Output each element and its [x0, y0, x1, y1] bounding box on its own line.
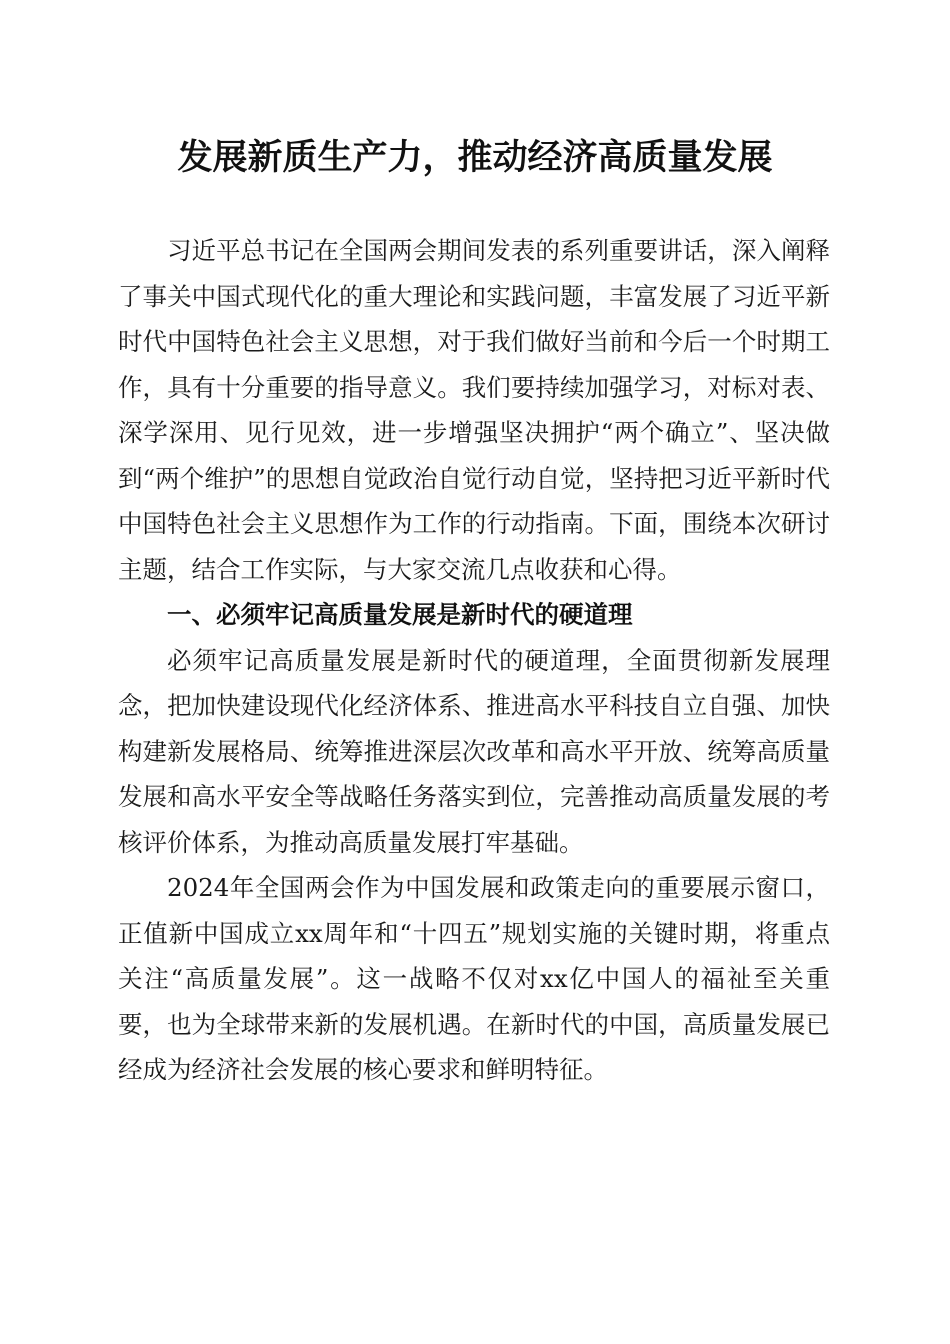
section1-paragraph-2: 2024年全国两会作为中国发展和政策走向的重要展示窗口，正值新中国成立xx周年和“十四五”规划实施的关键时期，将重点关注“高质量发展”。这一战略不仅对xx亿中国人的福祉至关重要，也为全球带来新的发展机遇。在新时代的中国，高质量发展已经成为经济社会发展的核心要求和鲜明特征。 [118, 873, 830, 1084]
section-heading-1: 一、必须牢记高质量发展是新时代的硬道理 [167, 600, 633, 629]
section1-paragraph-1: 必须牢记高质量发展是新时代的硬道理，全面贯彻新发展理念，把加快建设现代化经济体系、推进高水平科技自立自强、加快构建新发展格局、统筹推进深层次改革和高水平开放、统筹高质量发展和高水平安全等战略任务落实到位，完善推动高质量发展的考核评价体系，为推动高质量发展打牢基础。 [118, 645, 830, 857]
document-title: 发展新质生产力，推动经济高质量发展 [177, 137, 773, 178]
document-body [118, 228, 830, 1093]
intro-paragraph: 习近平总书记在全国两会期间发表的系列重要讲话，深入阐释了事关中国式现代化的重大理论和实践问题，丰富发展了习近平新时代中国特色社会主义思想，对于我们做好当前和今后一个时期工作，具有十分重要的指导意义。我们要持续加强学习，对标对表、深学深用、见行见效，进一步增强坚决拥护“两个确立”、坚决做到“两个维护”的思想自觉政治自觉行动自觉，坚持把习近平新时代中国特色社会主义思想作为工作的行动指南。下面，围绕本次研讨主题，结合工作实际，与大家交流几点收获和心得。 [118, 236, 830, 584]
